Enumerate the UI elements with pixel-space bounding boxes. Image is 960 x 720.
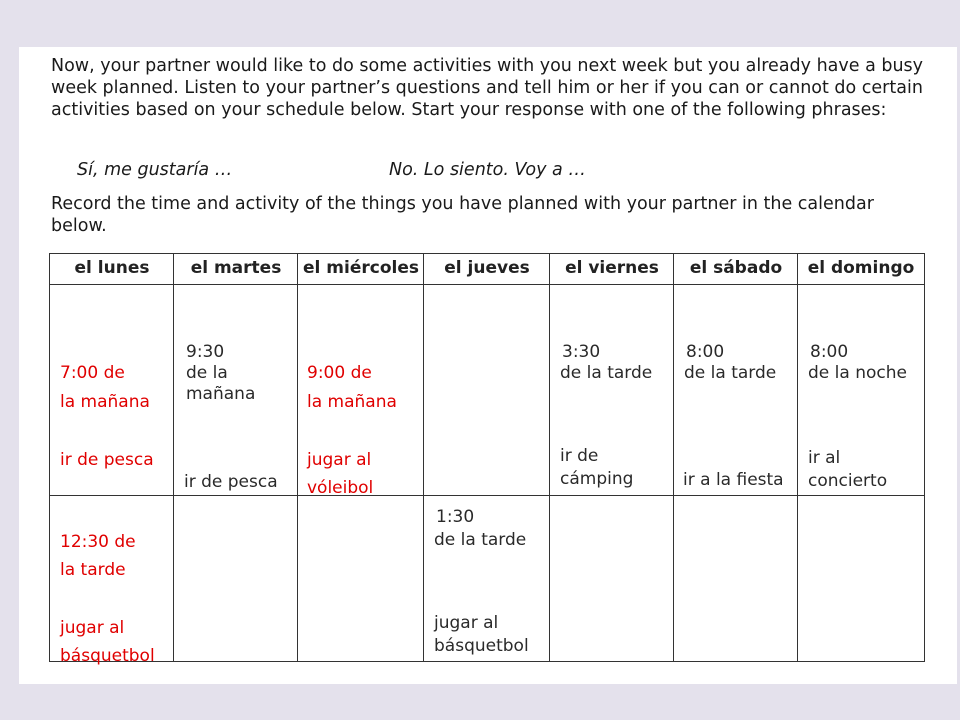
viernes-activity-part: cámping [560,469,634,489]
annotation-lunes-pm-activity-part: básquetbol [60,646,155,666]
viernes-activity: ir de [560,446,599,466]
annotation-lunes-time-part: la mañana [60,392,150,412]
viernes-time-part: de la tarde [560,363,653,383]
annotation-lunes-pm-time: 12:30 de [60,532,136,552]
annotation-miercoles-time-part: la mañana [307,392,397,412]
jueves-activity: jugar al [434,613,499,633]
cell-sabado-row1[interactable] [673,284,799,497]
cell-viernes-row2[interactable] [549,495,675,662]
annotation-miercoles-time: 9:00 de [307,363,372,383]
day-header-miercoles: el miércoles [297,253,425,285]
martes-activity: ir de pesca [184,472,278,492]
day-header-sabado: el sábado [673,253,799,285]
annotation-lunes-pm-activity: jugar al [60,618,125,638]
annotation-lunes-activity: ir de pesca [60,450,154,470]
cell-domingo-row2[interactable] [797,495,925,662]
instructions-paragraph: Now, your partner would like to do some activities with you next week but you already have a busy week planned. Listen to your partner’s questions and tell him or her if you can or cannot do certain activities based on your schedule below. Start your response with one of the following phrases: [51,56,924,120]
domingo-activity-part: concierto [808,471,888,491]
jueves-activity-part: básquetbol [434,636,529,656]
annotation-miercoles-activity-part: vóleibol [307,478,374,498]
day-header-domingo: el domingo [797,253,925,285]
sabado-time: 8:00 [686,342,725,362]
jueves-time: 1:30 [436,507,475,527]
domingo-time: 8:00 [810,342,849,362]
cell-martes-row2[interactable] [173,495,299,662]
day-header-jueves: el jueves [423,253,551,285]
domingo-time-part: de la noche [808,363,907,383]
cell-jueves-row1[interactable] [423,284,551,497]
jueves-time-part: de la tarde [434,530,527,550]
cell-miercoles-row2[interactable] [297,495,425,662]
day-header-martes: el martes [173,253,299,285]
sabado-time-part: de la tarde [684,363,777,383]
martes-time: 9:30 [186,342,225,362]
annotation-miercoles-activity: jugar al [307,450,372,470]
record-instructions: Record the time and activity of the things you have planned with your partner in the calendar below. [51,194,874,236]
cell-sabado-row2[interactable] [673,495,799,662]
phrase-yes: Sí, me gustaría … [77,160,233,180]
domingo-activity: ir al [808,448,841,468]
day-header-viernes: el viernes [549,253,675,285]
phrase-no: No. Lo siento. Voy a … [389,160,586,180]
martes-time-part: mañana [186,384,256,404]
annotation-lunes-pm-time-part: la tarde [60,560,126,580]
sabado-activity: ir a la fiesta [683,470,784,490]
day-header-lunes: el lunes [49,253,175,285]
annotation-lunes-time: 7:00 de [60,363,125,383]
martes-time-part: de la [186,363,228,383]
viernes-time: 3:30 [562,342,601,362]
